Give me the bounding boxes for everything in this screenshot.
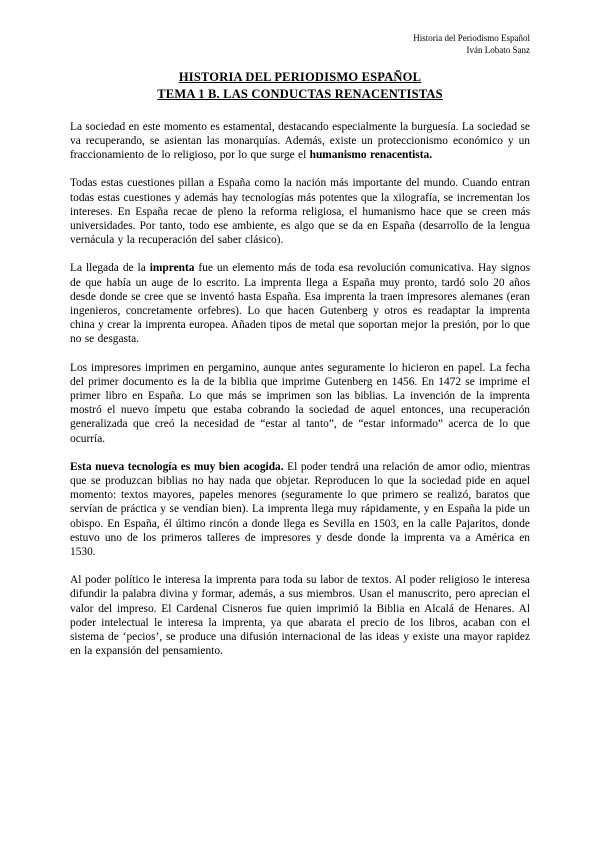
paragraph: [70, 573, 530, 658]
header-author-name: Iván Lobato Sanz: [466, 45, 530, 56]
bold-text-run: imprenta: [149, 262, 195, 275]
document-header: [70, 32, 530, 56]
paragraph: [70, 460, 530, 559]
text-run: Todas estas cuestiones pillan a España como la nación más importante del mundo. Cuando entran todas estas cuestiones y además hay tecnologías más potentes que la xilografía, se incrementan los intereses. En España recae de pleno la reforma religiosa, el humanismo hace que se creen más universidades. Por tanto, todo ese ambiente, es algo que se da en España (desarrollo de la lengua vernácula y la recuperación del saber clásico).: [70, 177, 530, 247]
paragraph: [70, 120, 530, 163]
paragraph: [70, 176, 530, 247]
text-run: Al poder político le interesa la imprenta para toda su labor de textos. Al poder religioso le interesa difundir la palabra divina y formar, además, a sus miembros. Usan el manuscrito, pero aprecian el valor del impreso. El Cardenal Cisneros fue quien imprimió la Biblia en Alcalá de Henares. Al poder intelectual le interesa la imprenta, ya que abarata el precio de los libros, acaban con el sistema de ‘pecios’, se produce una difusión internacional de las ideas y existe una mayor rapidez en la expansión del pensamiento.: [70, 574, 530, 658]
text-run: El poder tendrá una relación de amor odio, mientras que se produzcan biblias no hay nada que objetar. Reproducen lo que la sociedad pide en aquel momento: textos mayores, papeles menores (seguramente lo que primero se realizó, baratos que servían de práctica y se vendían bien). La imprenta llega muy rápidamente, y en España la pide un obispo. En España, él último rincón a donde llega es Sevilla en 1503, en la calle Pajaritos, donde estuvo uno de los primeros talleres de impresores y desde donde la imprenta va a América en 1530.: [70, 460, 530, 559]
paragraph: [70, 261, 530, 346]
title-line-2: TEMA 1 B. LAS CONDUCTAS RENACENTISTAS: [157, 86, 443, 101]
paragraph: [70, 361, 530, 446]
title-line-1: HISTORIA DEL PERIODISMO ESPAÑOL: [178, 70, 422, 85]
text-run: La llegada de la: [70, 262, 150, 275]
document-title: [70, 69, 530, 102]
text-run: fue un elemento más de toda esa revolución comunicativa. Hay signos de que había un auge de lo escrito. La imprenta llega a España muy pronto, tardó solo 20 años desde donde se cree que se inventó hasta España. Esa imprenta la traen impresores alemanes (eran ingenieros, concretamente orfebres). Lo que hacen Gutenberg y otros es readaptar la imprenta china y crear la imprenta europea. Añaden tipos de metal que soportan mejor la presión, por lo que no se desgasta.: [70, 262, 530, 346]
bold-text-run: humanismo renacentista.: [309, 149, 433, 162]
text-run: Los impresores imprimen en pergamino, aunque antes seguramente lo hicieron en papel. La fecha del primer documento es la de la biblia que imprime Gutenberg en 1456. En 1472 se imprime el primer libro en España. Lo que más se imprimen son las biblias. La invención de la imprenta mostró el nuevo ímpetu que estaba cobrando la sociedad de aquel entonces, una recuperación generalizada que creó la necesidad de “estar al tanto”, de “estar informado” acerca de lo que ocurría.: [70, 361, 530, 445]
bold-text-run: Esta nueva tecnología es muy bien acogida.: [70, 460, 288, 473]
header-course-title: Historia del Periodismo Español: [413, 33, 530, 43]
document-body: [70, 120, 530, 659]
text-run: La sociedad en este momento es estamental, destacando especialmente la burguesía. La sociedad se va recuperando, se asientan las monarquías. Además, existe un proteccionismo económico y un fraccionamiento de lo religioso, por lo que surge el: [70, 120, 530, 162]
